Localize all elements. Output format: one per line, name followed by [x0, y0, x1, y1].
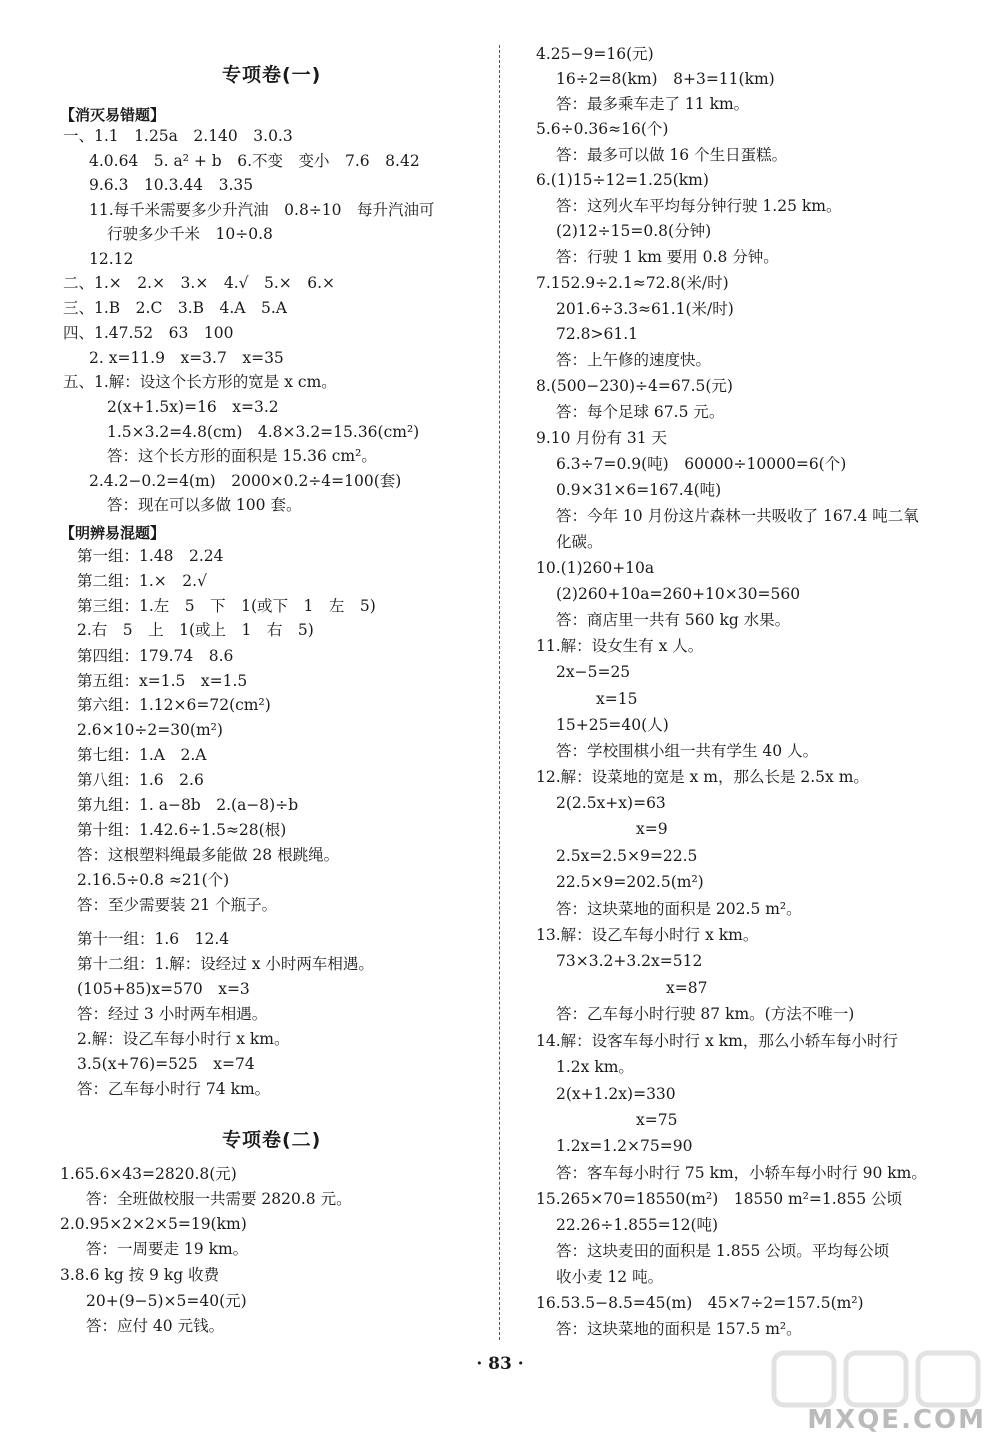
answer-line: 行驶多少千米 10÷0.8 — [107, 225, 273, 243]
answer-line: 第五组：x=1.5 x=1.5 — [77, 672, 248, 690]
answer-line: x=75 — [636, 1111, 678, 1129]
answer-line: 2.右 5 上 1(或上 1 右 5) — [77, 621, 314, 639]
column-divider — [499, 45, 500, 1340]
answer-line: 答：这列火车平均每分钟行驶 1.25 km。 — [556, 197, 842, 215]
answer-line: 三、1.B 2.C 3.B 4.A 5.A — [63, 299, 287, 317]
section-title-2: 专项卷(二) — [222, 1129, 322, 1151]
answer-line: 6.3÷7=0.9(吨) 60000÷10000=6(个) — [556, 455, 847, 473]
answer-line: 答：行驶 1 km 要用 0.8 分钟。 — [556, 248, 779, 266]
answer-line: 12.解：设菜地的宽是 x m，那么长是 2.5x m。 — [536, 768, 869, 786]
answer-line: 答：客车每小时行 75 km，小轿车每小时行 90 km。 — [556, 1164, 927, 1182]
answer-line: 2.16.5÷0.8 ≈21(个) — [77, 871, 230, 889]
answer-line: 2. x=11.9 x=3.7 x=35 — [89, 349, 284, 367]
answer-line: 9.10 月份有 31 天 — [536, 429, 668, 447]
answer-line: 10.(1)260+10a — [536, 559, 655, 577]
subsection-heading-confusions: 【明辨易混题】 — [60, 524, 166, 542]
answer-line: 第一组：1.48 2.24 — [77, 547, 224, 565]
answer-line: 答：至少需要装 21 个瓶子。 — [77, 896, 278, 914]
answer-line: 答：学校围棋小组一共有学生 40 人。 — [556, 742, 819, 760]
subsection-heading-errors: 【消灭易错题】 — [60, 106, 166, 124]
answer-line: 22.5×9=202.5(m²) — [556, 873, 704, 891]
answer-line: 12.12 — [89, 250, 134, 268]
answer-line: 答：经过 3 小时两车相遇。 — [77, 1005, 268, 1023]
answer-line: 答：乙车每小时行驶 87 km。(方法不唯一) — [556, 1005, 855, 1023]
answer-line: (105+85)x=570 x=3 — [77, 980, 250, 998]
answer-line: 答：现在可以多做 100 套。 — [107, 496, 302, 514]
answer-line: 1.5×3.2=4.8(cm) 4.8×3.2=15.36(cm²) — [107, 423, 420, 441]
answer-line: 第九组：1. a−8b 2.(a−8)÷b — [77, 796, 299, 814]
answer-line: 9.6.3 10.3.44 3.35 — [89, 176, 254, 194]
answer-line: (2)12÷15=0.8(分钟) — [556, 222, 712, 240]
answer-line: (2)260+10a=260+10×30=560 — [556, 585, 801, 603]
answer-line: 22.26÷1.855=12(吨) — [556, 1216, 719, 1234]
answer-line: 答：这根塑料绳最多能做 28 根跳绳。 — [77, 846, 340, 864]
watermark-text: MXQE.COM — [807, 1405, 986, 1435]
answer-line: x=87 — [666, 979, 708, 997]
answer-line: 答：一周要走 19 km。 — [86, 1240, 249, 1258]
answer-line: 答：上午修的速度快。 — [556, 351, 712, 369]
answer-line: 答：这块菜地的面积是 157.5 m²。 — [556, 1320, 802, 1338]
answer-line: 11.解：设女生有 x 人。 — [536, 637, 704, 655]
answer-line: 2.4.2−0.2=4(m) 2000×0.2÷4=100(套) — [89, 472, 402, 490]
answer-line: x=9 — [636, 820, 668, 838]
answer-line: 答：商店里一共有 560 kg 水果。 — [556, 611, 791, 629]
answer-line: 4.25−9=16(元) — [536, 45, 654, 63]
answer-line: 16.53.5−8.5=45(m) 45×7÷2=157.5(m²) — [536, 1294, 864, 1312]
answer-line: 五、1.解：设这个长方形的宽是 x cm。 — [63, 373, 337, 391]
answer-line: 2x−5=25 — [556, 663, 631, 681]
answer-line: 72.8>61.1 — [556, 325, 639, 343]
answer-line: 2.5x=2.5×9=22.5 — [556, 847, 698, 865]
answer-line: 2(x+1.5x)=16 x=3.2 — [107, 398, 279, 416]
answer-line: 第三组：1.左 5 下 1(或下 1 左 5) — [77, 597, 376, 615]
answer-line: 答：最多可以做 16 个生日蛋糕。 — [556, 146, 788, 164]
answer-line: 第六组：1.12×6=72(cm²) — [77, 696, 271, 714]
answer-line: 第十一组：1.6 12.4 — [77, 930, 230, 948]
section-title-1: 专项卷(一) — [222, 64, 322, 86]
answer-line: 7.152.9÷2.1≈72.8(米/时) — [536, 274, 729, 292]
answer-line: 5.6÷0.36≈16(个) — [536, 120, 669, 138]
answer-line: 14.解：设客车每小时行 x km，那么小轿车每小时行 — [536, 1032, 898, 1050]
answer-line: 答：全班做校服一共需要 2820.8 元。 — [86, 1190, 352, 1208]
answer-line: 1.65.6×43=2820.8(元) — [60, 1165, 237, 1183]
answer-line: 13.解：设乙车每小时行 x km。 — [536, 926, 759, 944]
answer-line: 答：最多乘车走了 11 km。 — [556, 95, 750, 113]
answer-line: 答：这块菜地的面积是 202.5 m²。 — [556, 900, 802, 918]
answer-line: 2(2.5x+x)=63 — [556, 794, 666, 812]
answer-line: 201.6÷3.3≈61.1(米/时) — [556, 300, 734, 318]
answer-line: 4.0.64 5. a² + b 6.不变 变小 7.6 8.42 — [89, 152, 420, 170]
answer-line: 二、1.× 2.× 3.× 4.√ 5.× 6.× — [63, 274, 336, 292]
answer-line: 化碳。 — [556, 533, 603, 551]
answer-line: 11.每千米需要多少升汽油 0.8÷10 每升汽油可 — [89, 201, 435, 219]
answer-line: 2.6×10÷2=30(m²) — [77, 721, 223, 739]
answer-line: 答：乙车每小时行 74 km。 — [77, 1080, 271, 1098]
answer-line: 1.2x=1.2×75=90 — [556, 1137, 693, 1155]
answer-line: 答：这个长方形的面积是 15.36 cm²。 — [107, 447, 377, 465]
answer-line: 8.(500−230)÷4=67.5(元) — [536, 377, 733, 395]
answer-line: 第十二组：1.解：设经过 x 小时两车相遇。 — [77, 955, 374, 973]
answer-line: 6.(1)15÷12=1.25(km) — [536, 171, 709, 189]
answer-line: 第七组：1.A 2.A — [77, 746, 207, 764]
answer-line: 2.解：设乙车每小时行 x km。 — [77, 1030, 290, 1048]
answer-line: 答：这块麦田的面积是 1.855 公顷。平均每公顷 — [556, 1242, 890, 1260]
page-number: · 83 · — [476, 1354, 524, 1374]
answer-line: 0.9×31×6=167.4(吨) — [556, 481, 722, 499]
answer-line: 四、1.47.52 63 100 — [63, 324, 234, 342]
answer-line: 73×3.2+3.2x=512 — [556, 952, 703, 970]
answer-line: 16÷2=8(km) 8+3=11(km) — [556, 70, 775, 88]
answer-line: 答：每个足球 67.5 元。 — [556, 403, 725, 421]
answer-line: 1.2x km。 — [556, 1058, 634, 1076]
answer-line: 答：今年 10 月份这片森林一共吸收了 167.4 吨二氧 — [556, 507, 919, 525]
answer-line: 第八组：1.6 2.6 — [77, 771, 204, 789]
answer-line: 第二组：1.× 2.√ — [77, 572, 207, 590]
answer-line: 20+(9−5)×5=40(元) — [86, 1292, 247, 1310]
answer-line: 答：应付 40 元钱。 — [86, 1317, 225, 1335]
answer-line: 第十组：1.42.6÷1.5≈28(根) — [77, 821, 287, 839]
answer-line: 15.265×70=18550(m²) 18550 m²=1.855 公顷 — [536, 1190, 903, 1208]
answer-line: 收小麦 12 吨。 — [556, 1268, 664, 1286]
answer-line: 3.5(x+76)=525 x=74 — [77, 1055, 255, 1073]
answer-line: x=15 — [596, 690, 638, 708]
answer-line: 2(x+1.2x)=330 — [556, 1085, 676, 1103]
answer-line: 一、1.1 1.25a 2.140 3.0.3 — [63, 127, 293, 145]
answer-line: 3.8.6 kg 按 9 kg 收费 — [60, 1266, 220, 1284]
answer-line: 第四组：179.74 8.6 — [77, 647, 234, 665]
answer-line: 2.0.95×2×2×5=19(km) — [60, 1215, 247, 1233]
answer-line: 15+25=40(人) — [556, 716, 669, 734]
